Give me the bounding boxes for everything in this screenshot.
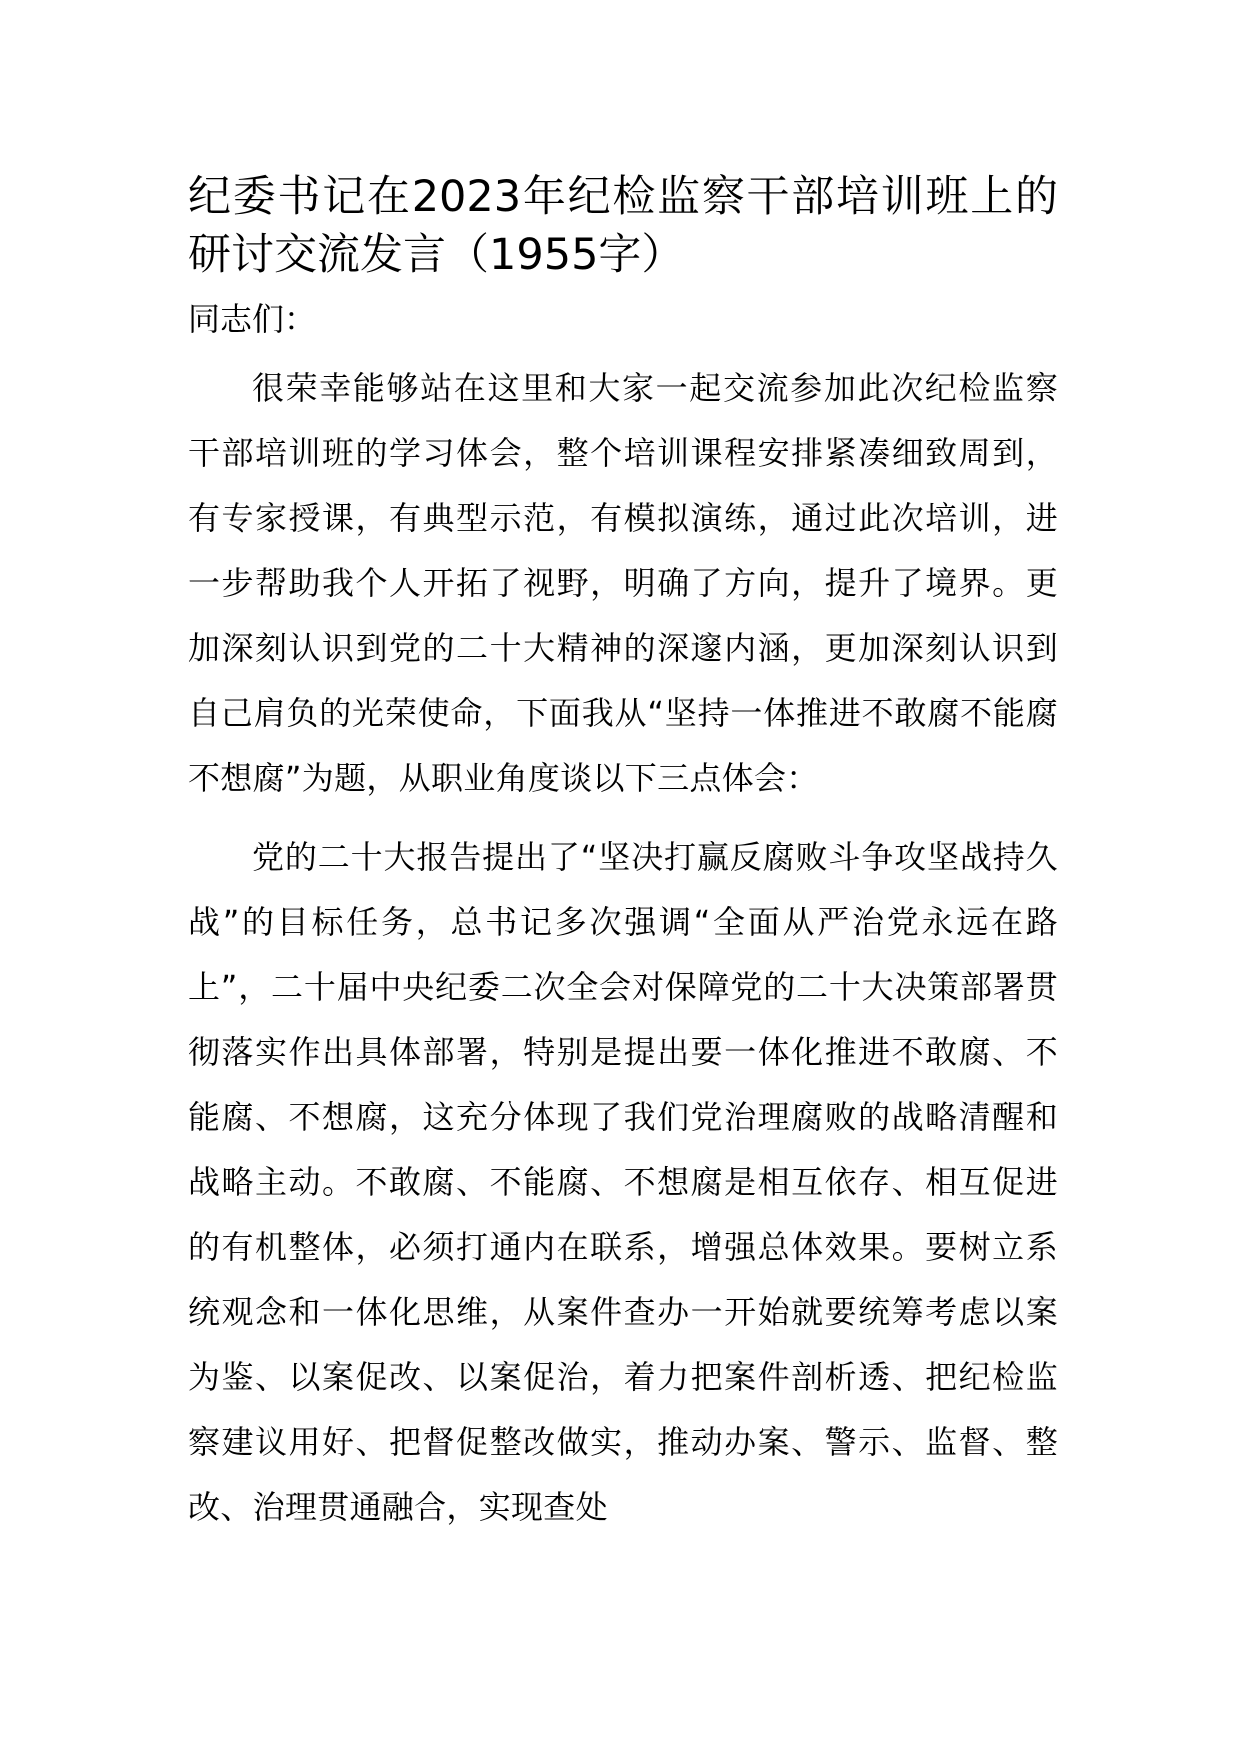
salutation: 同志们： xyxy=(188,300,317,338)
paragraph-2: 党的二十大报告提出了“坚决打赢反腐败斗争攻坚战持久战”的目标任务，总书记多次强调“全面从严治党永远在路上”，二十届中央纪委二次全会对保障党的二十大决策部署贯彻落实作出具体部署，特别是提出要一体化推进不敢腐、不能腐、不想腐，这充分体现了我们党治理腐败的战略清醒和战略主动。不敢腐、不能腐、不想腐是相互依存、相互促进的有机整体，必须打通内在联系，增强总体效果。要树立系统观念和一体化思维，从案件查办一开始就要统筹考虑以案为鉴、以案促改、以案促治，着力把案件剖析透、把纪检监察建议用好、把督促整改做实，推动办案、警示、监督、整改、治理贯通融合，实现查处 xyxy=(188,838,1058,1526)
document-title: 纪委书记在2023年纪检监察干部培训班上的研讨交流发言（1955字） xyxy=(188,172,1058,280)
document-body xyxy=(188,168,1058,1540)
paragraph-1: 很荣幸能够站在这里和大家一起交流参加此次纪检监察干部培训班的学习体会，整个培训课程安排紧凑细致周到，有专家授课，有典型示范，有模拟演练，通过此次培训，进一步帮助我个人开拓了视野，明确了方向，提升了境界。更加深刻认识到党的二十大精神的深邃内涵，更加深刻认识到自己肩负的光荣使命，下面我从“坚持一体推进不敢腐不能腐不想腐”为题，从职业角度谈以下三点体会： xyxy=(188,369,1058,797)
